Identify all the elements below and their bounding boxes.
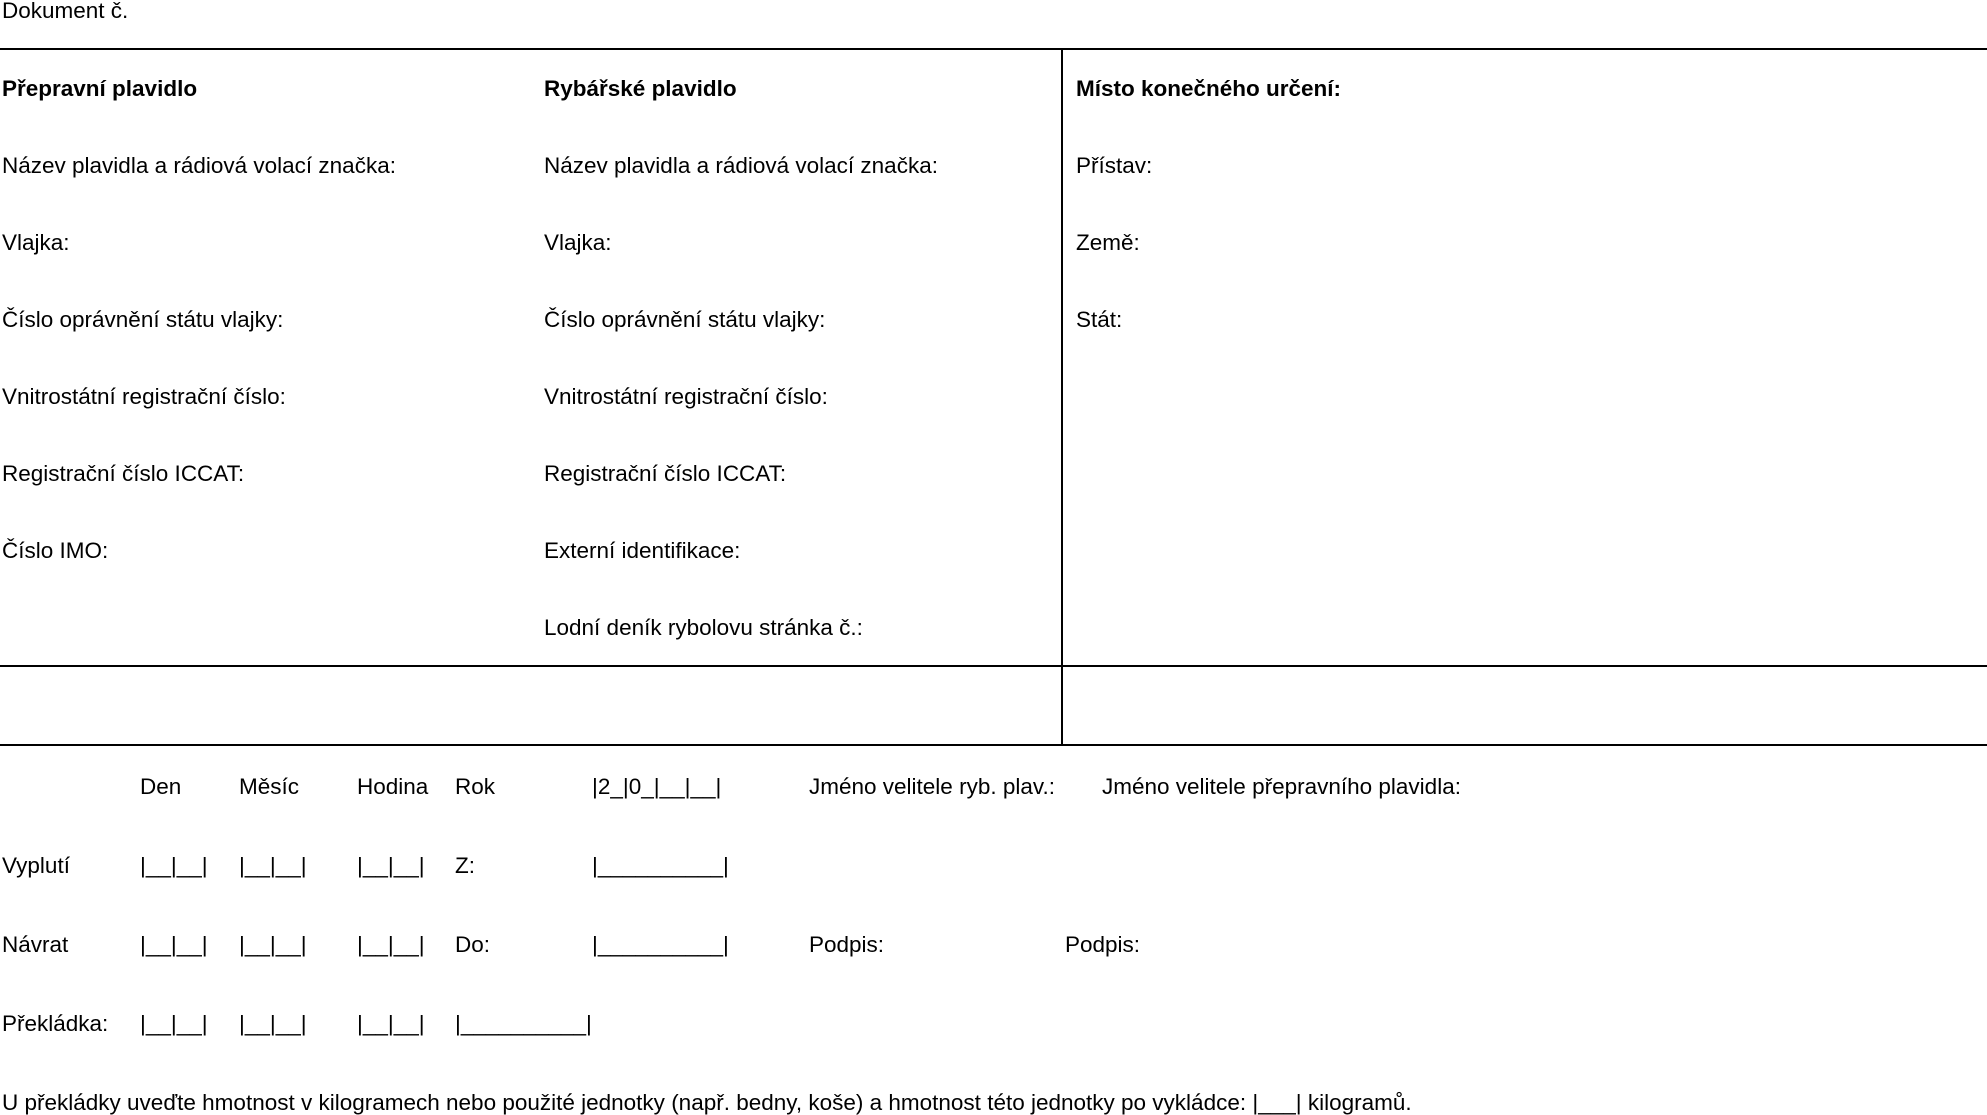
fishing-vessel-flag-label: Vlajka: <box>544 230 612 255</box>
transport-vessel-heading: Přepravní plavidlo <box>2 76 198 101</box>
transport-vessel-flag-authorization-label: Číslo oprávnění státu vlajky: <box>2 307 284 332</box>
fishing-vessel-flag-authorization-label: Číslo oprávnění státu vlajky: <box>544 307 826 332</box>
destination-heading: Místo konečného určení: <box>1076 76 1342 101</box>
transport-vessel-name-label: Název plavidla a rádiová volací značka: <box>2 153 396 178</box>
return-hour-field: |__|__| <box>357 932 425 957</box>
fishing-master-signature-label: Podpis: <box>809 932 885 957</box>
fishing-vessel-heading: Rybářské plavidlo <box>544 76 737 101</box>
fishing-vessel-name-label: Název plavidla a rádiová volací značka: <box>544 153 938 178</box>
transhipment-hour-field: |__|__| <box>357 1011 425 1036</box>
destination-country-label: Země: <box>1076 230 1140 255</box>
departure-month-field: |__|__| <box>239 853 307 878</box>
transhipment-weight-note: U překládky uveďte hmotnost v kilogramech nebo použité jednotky (např. bedny, koše) a hmotnost této jednotky po vykládce: |___| kilogramů. <box>2 1090 1412 1115</box>
fishing-vessel-national-registration-label: Vnitrostátní registrační číslo: <box>544 384 828 409</box>
return-day-field: |__|__| <box>140 932 208 957</box>
transport-master-signature-label: Podpis: <box>1065 932 1141 957</box>
month-column-header: Měsíc <box>239 774 300 799</box>
return-month-field: |__|__| <box>239 932 307 957</box>
table-top-rule <box>0 48 1987 50</box>
transport-vessel-flag-label: Vlajka: <box>2 230 70 255</box>
departure-hour-field: |__|__| <box>357 853 425 878</box>
hour-column-header: Hodina <box>357 774 429 799</box>
transport-vessel-national-registration-label: Vnitrostátní registrační číslo: <box>2 384 286 409</box>
transport-vessel-iccat-label: Registrační číslo ICCAT: <box>2 461 245 486</box>
table-bottom-rule <box>0 744 1987 746</box>
departure-label: Vyplutí <box>2 853 70 878</box>
departure-day-field: |__|__| <box>140 853 208 878</box>
fishing-vessel-external-id-label: Externí identifikace: <box>544 538 741 563</box>
fishing-vessel-logbook-page-label: Lodní deník rybolovu stránka č.: <box>544 615 863 640</box>
transhipment-day-field: |__|__| <box>140 1011 208 1036</box>
year-value-field: |2_|0_|__|__| <box>592 774 722 799</box>
table-column-divider <box>1061 48 1063 745</box>
return-to-field: |__________| <box>592 932 729 957</box>
day-column-header: Den <box>140 774 182 799</box>
departure-from-label: Z: <box>455 853 475 878</box>
transhipment-place-field: |__________| <box>455 1011 592 1036</box>
transhipment-label: Překládka: <box>2 1011 109 1036</box>
fishing-vessel-iccat-label: Registrační číslo ICCAT: <box>544 461 787 486</box>
document-number-label: Dokument č. <box>2 0 129 23</box>
destination-port-label: Přístav: <box>1076 153 1153 178</box>
destination-state-label: Stát: <box>1076 307 1123 332</box>
return-to-label: Do: <box>455 932 491 957</box>
transport-master-name-label: Jméno velitele přepravního plavidla: <box>1102 774 1461 799</box>
return-label: Návrat <box>2 932 69 957</box>
year-column-header: Rok <box>455 774 496 799</box>
departure-from-field: |__________| <box>592 853 729 878</box>
fishing-master-name-label: Jméno velitele ryb. plav.: <box>809 774 1055 799</box>
transport-vessel-imo-label: Číslo IMO: <box>2 538 109 563</box>
transhipment-month-field: |__|__| <box>239 1011 307 1036</box>
table-middle-rule <box>0 665 1987 667</box>
